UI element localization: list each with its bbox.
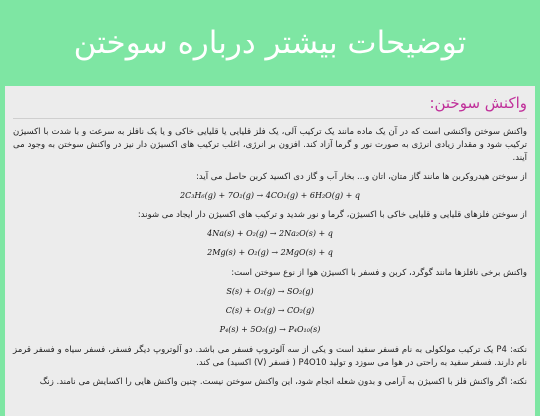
nonmetals-paragraph: واکنش برخی نافلزها مانند گوگرد، کربن و فسفر با اکسیژن هوا از نوع سوختن است:: [231, 268, 527, 278]
section-title: واکنش سوختن:: [429, 94, 527, 112]
metal-equation: 4Na(s) + O₂(g) → 2Na₂O(s) + q: [207, 229, 333, 238]
metals-paragraph: از سوختن فلزهای قلیایی و قلیایی خاکی با اکسیژن، گرما و نور شدید و ترکیب های اکسیژن دار ایجاد می شوند:: [137, 210, 527, 220]
content-card: [5, 86, 535, 416]
metal-equation: 2Mg(s) + O₂(g) → 2MgO(s) + q: [207, 248, 333, 257]
nonmetal-equation: C(s) + O₂(g) → CO₂(g): [225, 306, 315, 315]
header-banner: [0, 0, 540, 86]
nonmetal-equation: P₄(s) + 5O₂(g) → P₄O₁₀(s): [219, 325, 321, 334]
intro-paragraph: واکنش سوختن واکنشی است که در آن یک ماده مانند یک ترکیب آلی، یک فلز قلیایی یا قلیایی خاکی و یا یک نافلز به سرعت و با شدت با اکسیژن ترکیب شود و مقدار زیادی انرژی به صورت نور و گرما آزاد کند. افزون بر انرژی، اغلب ترکیب های اکسیژن دار نیز در واکنش سوختن به وجود می آیند.: [13, 127, 527, 163]
page-title: توضیحات بیشتر درباره سوختن: [73, 25, 467, 61]
nonmetal-equation: S(s) + O₂(g) → SO₂(g): [226, 287, 314, 296]
metal-equations: [13, 228, 527, 259]
hydrocarbons-paragraph: از سوختن هیدروکربن ها مانند گاز متان، اتان و... بخار آب و گاز دی اکسید کربن حاصل می آید:: [196, 172, 527, 182]
nonmetal-equations: [13, 286, 527, 336]
divider: [13, 118, 527, 119]
note-paragraph: نکته: اگر واکنش فلز با اکسیژن به آرامی و بدون شعله انجام شود، این واکنش سوختن نیست. چنین واکنش هایی را اکسایش می نامند. زنگ: [39, 377, 527, 387]
note-paragraph: نکته: P4 یک ترکیب مولکولی به نام فسفر سفید است و یکی از سه آلوتروپ فسفر می باشد. دو آلوتروپ دیگر فسفر، فسفر سیاه و فسفر قرمز نام دارند. فسفر سفید به راحتی در هوا می سوزد و تولید P4O10 ( فسفر (V) اکسید) می کند.: [13, 345, 527, 368]
hydrocarbon-equation: 2C₃H₆(g) + 7O₂(g) → 4CO₂(g) + 6H₂O(g) + q: [180, 191, 360, 200]
